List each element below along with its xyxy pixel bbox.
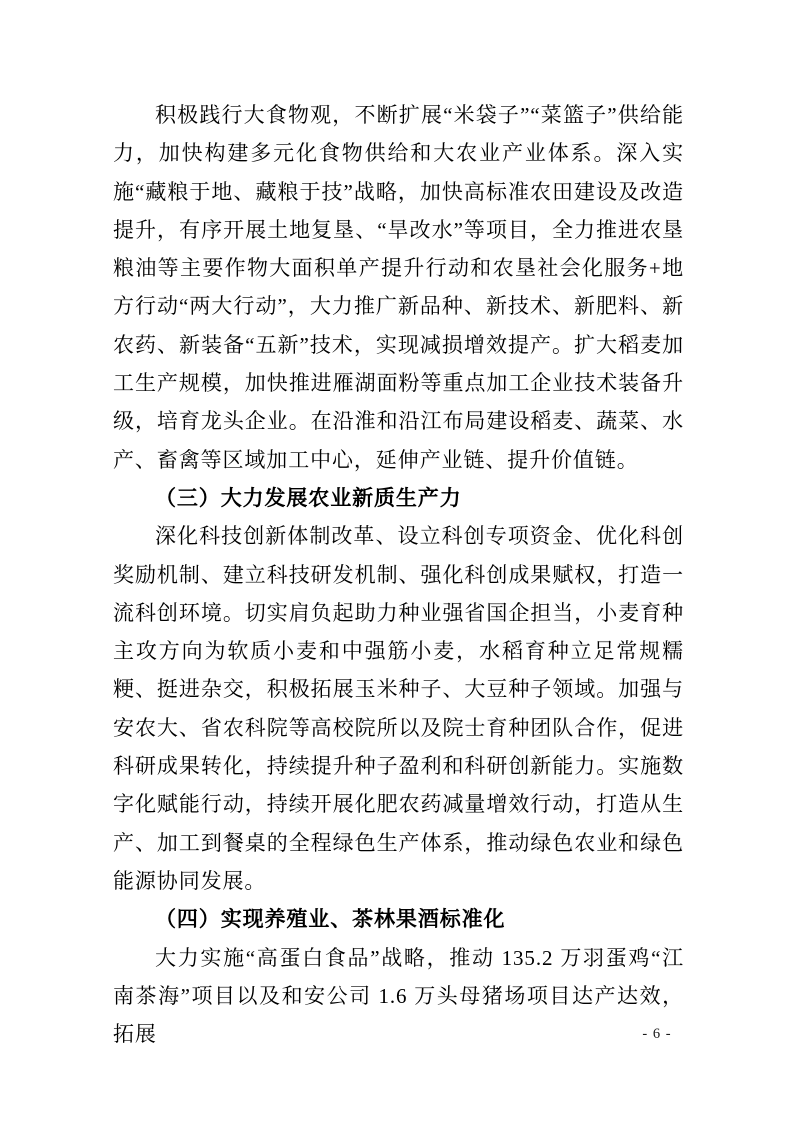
page-number: - 6 - [642, 1026, 672, 1042]
section-heading-4: （四）实现养殖业、茶林果酒标准化 [155, 907, 506, 932]
document-body [113, 96, 684, 1053]
section-heading-3: （三）大力发展农业新质生产力 [155, 485, 462, 510]
body-paragraph-food-supply: 积极践行大食物观，不断扩展“米袋子”“菜篮子”供给能力，加快构建多元化食物供给和大农业产业体系。深入实施“藏粮于地、藏粮于技”战略，加快高标准农田建设及改造提升，有序开展土地复垦、“旱改水”等项目，全力推进农垦粮油等主要作物大面积单产提升行动和农垦社会化服务+地方行动“两大行动”，大力推广新品种、新技术、新肥料、新农药、新装备“五新”技术，实现减损增效提产。扩大稻麦加工生产规模，加快推进雁湖面粉等重点加工企业技术装备升级，培育龙头企业。在沿淮和沿江布局建设稻麦、蔬菜、水产、畜禽等区域加工中心，延伸产业链、提升价值链。 [113, 103, 684, 472]
body-paragraph-high-protein-food: 大力实施“高蛋白食品”战略，推动 135.2 万羽蛋鸡“江南茶海”项目以及和安公司 1.6 万头母猪场项目达产达效，拓展 [113, 945, 684, 1047]
body-paragraph-sci-tech-innovation: 深化科技创新体制改革、设立科创专项资金、优化科创奖励机制、建立科技研发机制、强化科创成果赋权，打造一流科创环境。切实肩负起助力种业强省国企担当，小麦育种主攻方向为软质小麦和中强筋小麦，水稻育种立足常规糯粳、挺进杂交，积极拓展玉米种子、大豆种子领域。加强与安农大、省农科院等高校院所以及院士育种团队合作，促进科研成果转化，持续提升种子盈利和科研创新能力。实施数字化赋能行动，持续开展化肥农药减量增效行动，打造从生产、加工到餐桌的全程绿色生产体系，推动绿色农业和绿色能源协同发展。 [113, 524, 684, 893]
